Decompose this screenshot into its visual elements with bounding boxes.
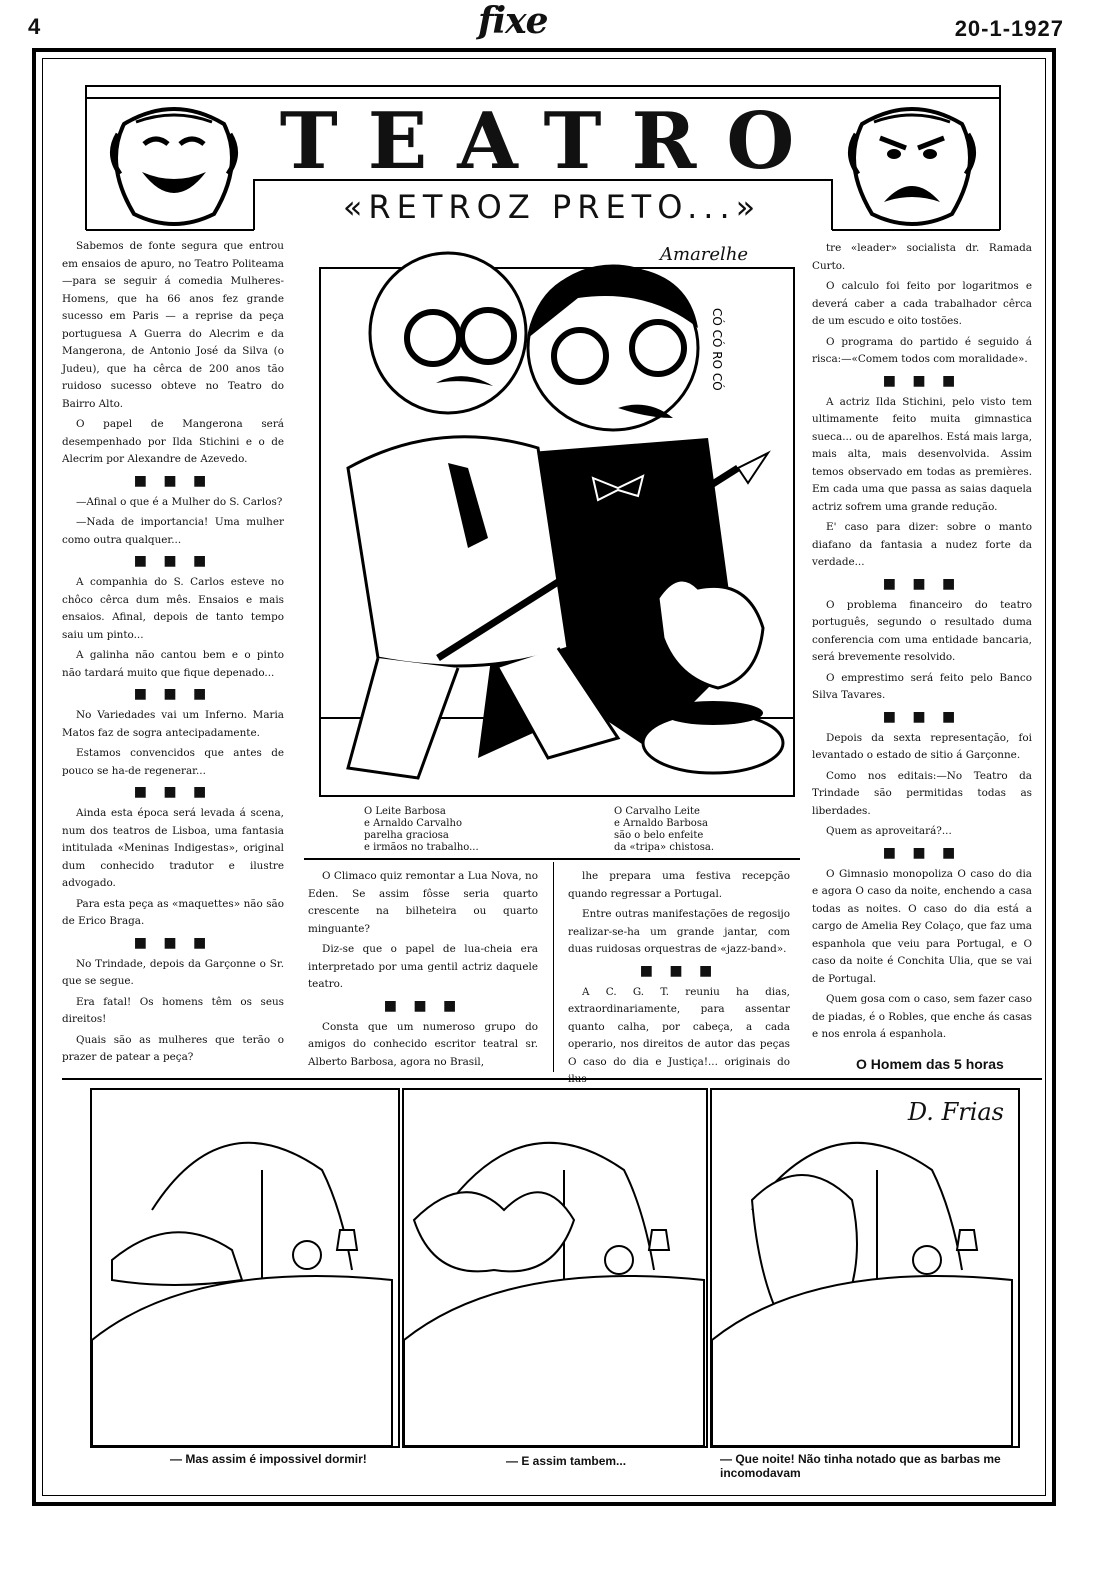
paragraph: O calculo foi feito por logaritmos e deverá caber a cada trabalhador cêrca de um escudo e oito tostões.: [812, 280, 1032, 327]
comic-drawing-3: [712, 1090, 1018, 1446]
caption-line: da «tripa» chistosa.: [614, 842, 714, 853]
comic-caption-2: — E assim tambem...: [506, 1454, 627, 1468]
paragraph: O Gimnasio monopoliza O caso do dia e agora O caso da noite, enchendo a casa todas as noites. O caso do dia está a cargo de Amelia Rey Colaço, que faz uma espanhola que veiu para Portugal, e O caso da noite é Conchita Ulia, que se vai de Portugal.: [812, 867, 1032, 985]
left-column: [62, 238, 284, 1070]
caption-right: [614, 806, 794, 854]
paragraph: E' caso para dizer: sobre o manto diafano da fantasia a nudez forte da verdade...: [812, 521, 1032, 568]
paragraph: Estamos convencidos que antes de pouco se ha-de regenerar...: [62, 747, 284, 777]
middle-left-column: [308, 868, 538, 1074]
comic-caption-3: — Que noite! Não tinha notado que as barbas me incomodavam: [720, 1452, 1001, 1480]
comic-caption-1: — Mas assim é impossivel dormir!: [170, 1452, 367, 1466]
page-number: 4: [28, 14, 41, 39]
paragraph: —Nada de importancia! Uma mulher como outra qualquer...: [62, 516, 284, 546]
separator: ■ ■ ■: [133, 934, 213, 951]
column-rule: [553, 862, 554, 1072]
paragraph: —Afinal o que é a Mulher do S. Carlos?: [76, 495, 283, 508]
paragraph: O programa do partido é seguido á risca:—«Comem todos com moralidade».: [812, 335, 1032, 365]
paragraph: O papel de Mangerona será desempenhado por Ilda Stichini e o de Alecrim por Alexandre de Azevedo.: [62, 418, 284, 465]
paragraph: Entre outras manifestações de regosijo realizar-se-ha um grande jantar, com duas ruidosas orquestras de «jazz-band».: [568, 908, 790, 955]
middle-divider: [304, 858, 800, 860]
comedy-mask-icon: [112, 109, 235, 224]
tragedy-mask-icon: [850, 109, 973, 224]
paragraph: lhe prepara uma festiva recepção quando regressar a Portugal.: [568, 870, 790, 900]
masthead-logo: fixe: [478, 0, 548, 42]
paragraph: O emprestimo será feito pelo Banco Silva Tavares.: [812, 671, 1032, 701]
section-title: TEATRO: [279, 96, 825, 187]
caption-line: parelha graciosa: [364, 830, 449, 841]
paragraph: Para esta peça as «maquettes» não são de Erico Braga.: [62, 897, 284, 927]
separator: ■ ■ ■: [133, 472, 213, 489]
caption-left: [364, 806, 544, 854]
caricature-illustration: [318, 238, 796, 798]
paragraph: Consta que um numeroso grupo do amigos do conhecido escritor teatral sr. Alberto Barbosa, agora no Brasil,: [308, 1020, 538, 1068]
byline: O Homem das 5 horas: [856, 1056, 1004, 1072]
caption-line: e Arnaldo Barbosa: [614, 818, 708, 829]
paragraph: O Climaco quiz remontar a Lua Nova, no Eden. Se assim fôsse seria quarto crescente na bilheteira ou quarto minguante?: [308, 870, 538, 935]
comic-signature: D. Frias: [907, 1098, 1004, 1126]
caption-line: O Leite Barbosa: [364, 806, 446, 817]
separator: ■ ■ ■: [383, 997, 463, 1014]
caption-line: são o belo enfeite: [614, 830, 704, 841]
separator: ■ ■ ■: [639, 962, 719, 979]
paragraph: Diz-se que o papel de lua-cheia era interpretado por uma gentil actriz daquele teatro.: [308, 943, 538, 990]
section-subtitle: «RETROZ PRETO...»: [342, 188, 762, 226]
comic-drawing-1: [92, 1090, 398, 1446]
paragraph: Sabemos de fonte segura que entrou em ensaios de apuro, no Teatro Politeama—para se seguir á comedia Mulheres-Homens, que ha 66 anos fez grande sucesso em Paris — a reprise da peça portuguesa A Guerra do Alecrim e da Mangerona, de Antonio José da Silva (o Judeu), que ha cêrca de 200 anos tão ruidoso sucesso obteve no Teatro do Bairro Alto.: [62, 240, 284, 410]
separator: ■ ■ ■: [133, 686, 213, 702]
middle-right-column: [568, 868, 790, 1092]
paragraph: A C. G. T. reuniu ha dias, extraordinariamente, para assentar quanto calha, por cabeça, a cada operario, nos direitos de autor das peças O caso do dia e Justiça!... originais do ilus-: [568, 985, 790, 1085]
caption-line: e irmãos no trabalho...: [364, 842, 479, 853]
comic-panel-2: [402, 1088, 708, 1448]
paragraph: Quem gosa com o caso, sem fazer caso de piadas, é o Robles, que enche ás casas e nos enrola á espanhola.: [812, 993, 1032, 1040]
comic-divider: [62, 1078, 1042, 1080]
comic-drawing-2: [404, 1090, 706, 1446]
comic-panel-3: [710, 1088, 1020, 1448]
paragraph: A galinha não cantou bem e o pinto não tardará muito que fique depenado...: [62, 649, 284, 679]
paragraph: A actriz Ilda Stichini, pelo visto tem ultimamente feito muita gimnastica sueca... ou de aparelhos. Está mais larga, mais alta, mais desenvolvida. Assim temos observado em todas as premières. Em cada uma que passa as saias daquela actriz sofrem uma grande redução.: [812, 395, 1032, 513]
caption-line: e Arnaldo Carvalho: [364, 818, 462, 829]
separator: ■ ■ ■: [882, 372, 962, 389]
paragraph: Quem as aproveitará?...: [826, 825, 952, 837]
paragraph: tre «leader» socialista dr. Ramada Curto.: [812, 242, 1032, 272]
paragraph: Quais são as mulheres que terão o prazer de patear a peça?: [62, 1033, 284, 1063]
separator: ■ ■ ■: [882, 844, 962, 861]
issue-date: 20-1-1927: [954, 16, 1064, 41]
paragraph: Ainda esta época será levada á scena, num dos teatros de Lisboa, uma fantasia intitulada «Meninas Indigestas», original dum conhecido tradutor e ilustre advogado.: [62, 807, 284, 889]
separator: ■ ■ ■: [133, 784, 213, 800]
paragraph: Como nos editais:—No Teatro da Trindade são permitidas todas as liberdades.: [812, 769, 1032, 817]
paragraph: No Trindade, depois da Garçonne o Sr. que se segue.: [62, 957, 284, 987]
svg-text:CÓ CÓ RO CÓ: CÓ CÓ RO CÓ: [710, 308, 724, 391]
comic-panel-1: [90, 1088, 400, 1448]
separator: ■ ■ ■: [882, 575, 962, 592]
right-column: [812, 240, 1032, 1047]
separator: ■ ■ ■: [133, 553, 213, 569]
paragraph: Depois da sexta representação, foi levantado o estado de sitio á Garçonne.: [812, 731, 1032, 761]
paragraph: O problema financeiro do teatro português, segundo o resultado duma conferencia com uma entidade bancaria, será brevemente resolvido.: [812, 598, 1032, 663]
caption-line: O Carvalho Leite: [614, 806, 700, 817]
paragraph: Era fatal! Os homens têm os seus direitos!: [62, 995, 284, 1025]
caricature-signature: Amarelhe: [660, 244, 749, 265]
paragraph: A companhia do S. Carlos esteve no chôco cêrca dum mês. Ensaios e mais ensaios. Afinal, depois de tanto tempo saiu um pinto...: [62, 576, 284, 641]
separator: ■ ■ ■: [882, 708, 962, 725]
paragraph: No Variedades vai um Inferno. Maria Matos faz de sogra antecipadamente.: [62, 709, 284, 739]
